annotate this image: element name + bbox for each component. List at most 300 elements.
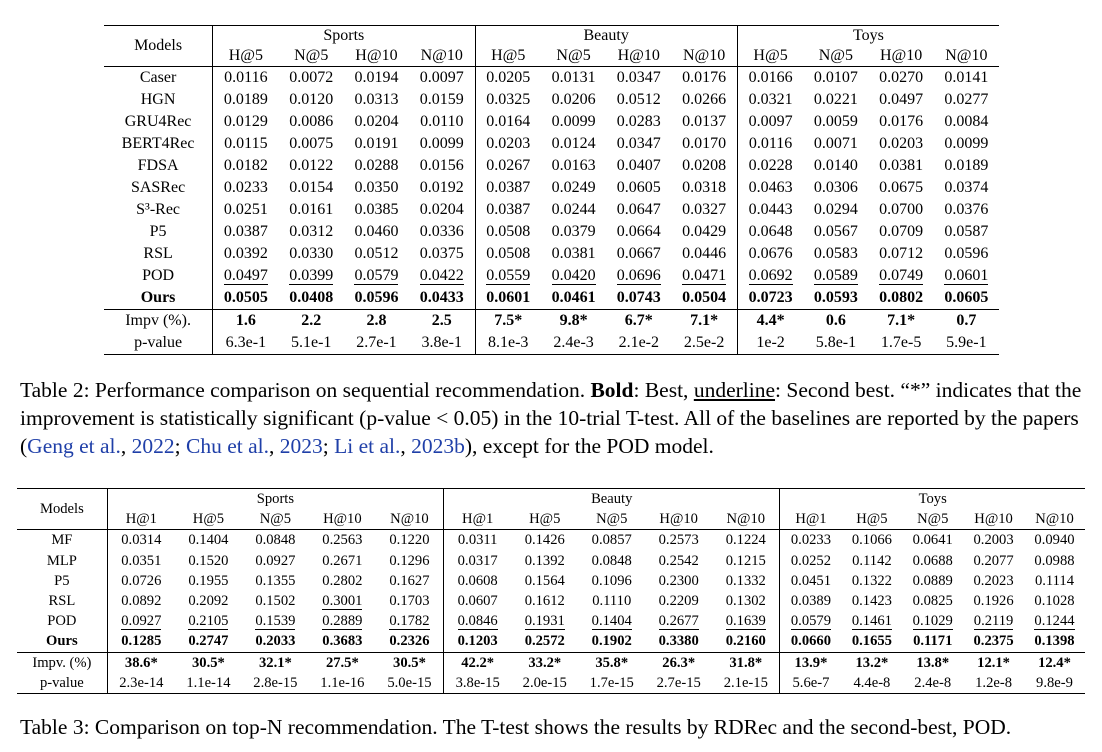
header-row [104, 26, 999, 47]
cell-value: 0.1110 [592, 593, 632, 610]
cell-value: 0.2572 [524, 633, 565, 650]
group-header: Beauty [475, 26, 737, 47]
caption-text: , [269, 434, 280, 458]
table-cell [279, 155, 344, 177]
cell-value: 0.1244 [1034, 613, 1075, 630]
cell-value: 0.3683 [322, 633, 363, 650]
table-cell [780, 631, 842, 652]
cell-value: 0.0277 [944, 91, 989, 108]
table-cell [671, 155, 737, 177]
table-cell [671, 287, 737, 310]
model-name: Ours [140, 289, 176, 306]
sequential-results-table [104, 25, 999, 355]
model-name: P5 [54, 572, 70, 589]
table-cell [376, 631, 444, 652]
cell-value: 0.1926 [973, 593, 1014, 610]
impv-value: 6.7* [606, 310, 671, 333]
table-cell [869, 177, 934, 199]
cell-value: 0.2671 [322, 552, 363, 569]
pvalue-row [17, 673, 1085, 694]
table-cell [737, 265, 803, 287]
metric-header: H@1 [780, 509, 842, 530]
pvalue-value: 2.0e-15 [522, 674, 567, 691]
table3-caption [20, 713, 1100, 741]
table-cell [475, 155, 541, 177]
table-cell [242, 611, 309, 631]
cell-value: 0.0587 [944, 223, 989, 240]
impv-value: 2.2 [279, 310, 344, 333]
table-cell [279, 199, 344, 221]
table2-caption [20, 376, 1088, 460]
table-cell [107, 611, 175, 631]
table-cell [409, 199, 475, 221]
table-cell [376, 571, 444, 591]
table-cell [869, 67, 934, 90]
pvalue-value: 1.2e-8 [975, 674, 1013, 691]
cell-value: 0.0107 [813, 69, 858, 86]
cell-value: 0.0350 [354, 179, 399, 196]
table-cell [344, 67, 409, 90]
cell-value: 0.0940 [1034, 532, 1075, 549]
impv-value: 31.8* [712, 652, 780, 673]
cell-value: 0.2326 [389, 633, 430, 650]
cell-value: 0.0203 [879, 135, 924, 152]
cell-value: 0.2677 [658, 613, 699, 630]
cell-value: 0.0075 [289, 135, 334, 152]
table-cell [409, 177, 475, 199]
caption-bold: Bold [590, 378, 634, 402]
cell-value: 0.0072 [289, 69, 334, 86]
cell-value: 0.2300 [658, 572, 699, 589]
cell-value: 0.0667 [616, 245, 661, 262]
cell-value: 0.0097 [419, 69, 464, 86]
table-row [17, 571, 1085, 591]
table-cell [541, 89, 606, 111]
table-cell [869, 89, 934, 111]
cell-value: 0.0387 [223, 223, 268, 240]
table-cell [444, 571, 512, 591]
cell-value: 0.0381 [551, 245, 596, 262]
table-cell [475, 243, 541, 265]
table-cell [869, 221, 934, 243]
cell-value: 0.0433 [419, 289, 464, 306]
table-row [104, 199, 999, 221]
table-cell [737, 133, 803, 155]
table-cell [712, 611, 780, 631]
models-header: Models [134, 37, 183, 54]
metric-header: H@1 [444, 509, 512, 530]
cell-value: 0.0589 [813, 267, 858, 284]
pvalue-value: 5.0e-15 [387, 674, 432, 691]
cell-value: 0.0726 [121, 572, 162, 589]
cell-value: 0.0848 [591, 552, 632, 569]
impv-value: 4.4* [737, 310, 803, 333]
table-cell [444, 611, 512, 631]
cell-value: 0.1220 [389, 532, 430, 549]
table-cell [934, 89, 999, 111]
pvalue-value: 1.1e-16 [320, 674, 365, 691]
table-cell [213, 89, 279, 111]
cell-value: 0.0889 [912, 572, 953, 589]
table-cell [279, 67, 344, 90]
table-cell [737, 287, 803, 310]
table-cell [175, 551, 242, 571]
table-cell [511, 611, 578, 631]
table-row [104, 287, 999, 310]
cell-value: 0.0641 [912, 532, 953, 549]
cell-value: 0.0071 [813, 135, 858, 152]
caption-text: ; [174, 434, 187, 458]
cell-value: 0.0228 [748, 157, 793, 174]
cell-value: 0.1955 [188, 572, 229, 589]
metric-header: N@5 [818, 47, 854, 64]
table-cell [541, 265, 606, 287]
cell-value: 0.0206 [551, 91, 596, 108]
table-cell [309, 611, 376, 631]
cell-value: 0.0505 [223, 289, 268, 306]
cell-value: 0.0848 [255, 532, 296, 549]
table-cell [671, 133, 737, 155]
table-cell [1024, 631, 1085, 652]
table-cell [475, 265, 541, 287]
table-row [104, 67, 999, 90]
table-cell [578, 571, 645, 591]
table-cell [444, 591, 512, 611]
table-cell [902, 591, 963, 611]
cell-value: 0.0802 [879, 289, 924, 306]
cell-value: 0.0709 [879, 223, 924, 240]
table-cell [541, 133, 606, 155]
cell-value: 0.0660 [790, 633, 832, 650]
table-cell [409, 67, 475, 90]
table-cell [444, 551, 512, 571]
pvalue-value: 2.1e-2 [618, 334, 659, 351]
citation-li[interactable]: Li et al. [334, 434, 401, 458]
table-cell [213, 221, 279, 243]
table-cell [1024, 591, 1085, 611]
pvalue-value: 5.6e-7 [780, 673, 842, 694]
table-cell [842, 611, 903, 631]
citation-chu-year[interactable]: 2023 [279, 434, 323, 458]
cell-value: 0.0099 [419, 135, 464, 152]
cell-value: 0.0664 [616, 223, 661, 240]
cell-value: 0.0189 [223, 91, 268, 108]
table-cell [963, 571, 1024, 591]
cell-value: 0.0601 [486, 289, 531, 306]
pvalue-value: 6.3e-1 [213, 332, 279, 355]
cell-value: 0.0512 [616, 91, 661, 108]
table-cell [803, 265, 868, 287]
table-cell [934, 177, 999, 199]
table-cell [175, 530, 242, 551]
cell-value: 0.2105 [188, 613, 229, 630]
table-cell [344, 243, 409, 265]
cell-value: 0.0743 [616, 289, 661, 306]
table-cell [780, 530, 842, 551]
table-cell [606, 265, 671, 287]
table-cell [1024, 530, 1085, 551]
table-cell [934, 243, 999, 265]
cell-value: 0.1224 [725, 532, 766, 549]
table-cell [780, 571, 842, 591]
pvalue-value: 5.9e-1 [946, 334, 987, 351]
table-cell [712, 631, 780, 652]
table-cell [712, 551, 780, 571]
table-cell [344, 111, 409, 133]
cell-value: 0.0270 [879, 69, 924, 86]
table-row [104, 243, 999, 265]
metric-header: H@5 [529, 511, 561, 528]
cell-value: 0.0312 [289, 223, 334, 240]
cell-value: 0.1639 [725, 613, 766, 630]
cell-value: 0.0927 [121, 613, 162, 630]
cell-value: 0.0460 [354, 223, 399, 240]
table-cell [344, 265, 409, 287]
table-cell [578, 530, 645, 551]
table-cell [475, 221, 541, 243]
cell-value: 0.1423 [851, 593, 892, 610]
pvalue-value: 2.7e-1 [356, 334, 397, 351]
cell-value: 0.0471 [682, 267, 727, 284]
table-cell [803, 287, 868, 310]
table-cell [803, 133, 868, 155]
table-cell [803, 199, 868, 221]
table-cell [344, 133, 409, 155]
group-header: Toys [780, 489, 1085, 510]
cell-value: 0.0170 [682, 135, 727, 152]
cell-value: 0.0205 [486, 69, 531, 86]
cell-value: 0.0120 [289, 91, 334, 108]
cell-value: 0.2563 [322, 532, 363, 549]
cell-value: 0.0648 [748, 223, 793, 240]
table-cell [279, 243, 344, 265]
cell-value: 0.0497 [879, 91, 924, 108]
impv-value: 13.8* [902, 652, 963, 673]
table-cell [309, 571, 376, 591]
cell-value: 0.1296 [389, 552, 430, 569]
metric-header: H@10 [879, 47, 923, 64]
table-cell [803, 89, 868, 111]
table-cell [213, 265, 279, 287]
cell-value: 0.0593 [813, 289, 858, 306]
cell-value: 0.2802 [322, 572, 363, 589]
cell-value: 0.1404 [188, 532, 229, 549]
cell-value: 0.0700 [879, 201, 924, 218]
cell-value: 0.0443 [748, 201, 793, 218]
table-cell [279, 133, 344, 155]
cell-value: 0.0712 [879, 245, 924, 262]
caption-text: , [120, 434, 132, 458]
cell-value: 0.1332 [725, 572, 766, 589]
table-cell [344, 287, 409, 310]
cell-value: 0.1564 [524, 572, 565, 589]
cell-value: 0.0191 [354, 135, 399, 152]
table-cell [869, 199, 934, 221]
cell-value: 0.3001 [322, 593, 363, 610]
cell-value: 0.1502 [255, 593, 296, 610]
cell-value: 0.0330 [289, 245, 334, 262]
pvalue-value: 1.1e-14 [186, 674, 231, 691]
impv-label: Impv. (%) [17, 652, 107, 673]
metric-header: N@5 [556, 47, 591, 64]
cell-value: 0.0294 [813, 201, 858, 218]
impv-value: 27.5* [309, 652, 376, 673]
improvement-row [17, 652, 1085, 673]
cell-value: 0.2119 [973, 613, 1014, 630]
model-name: Caser [104, 67, 213, 90]
table-cell [409, 221, 475, 243]
impv-value: 26.3* [645, 652, 712, 673]
citation-geng-year[interactable]: 2022 [131, 434, 175, 458]
table-cell [645, 530, 712, 551]
pvalue-value: 2.3e-14 [107, 673, 175, 694]
metric-header: H@10 [974, 511, 1013, 528]
cell-value: 0.0420 [551, 267, 596, 284]
table-cell [737, 243, 803, 265]
citation-geng[interactable]: Geng et al. [27, 434, 121, 458]
caption-underline: underline [693, 378, 776, 402]
cell-value: 0.0676 [748, 245, 793, 262]
table-cell [175, 631, 242, 652]
table-cell [902, 631, 963, 652]
cell-value: 0.0347 [616, 135, 661, 152]
table-row [104, 111, 999, 133]
cell-value: 0.0381 [879, 157, 924, 174]
table-cell [578, 591, 645, 611]
table-row [104, 133, 999, 155]
cell-value: 0.1096 [591, 572, 632, 589]
cell-value: 0.0379 [551, 223, 596, 240]
table-cell [606, 221, 671, 243]
impv-label: Impv (%). [104, 310, 213, 333]
model-name: P5 [149, 223, 167, 240]
table-cell [963, 611, 1024, 631]
table-cell [409, 111, 475, 133]
table-cell [737, 155, 803, 177]
citation-li-year[interactable]: 2023b [411, 434, 465, 458]
cell-value: 0.0497 [223, 267, 268, 284]
cell-value: 0.0314 [121, 532, 162, 549]
cell-value: 0.0988 [1034, 552, 1075, 569]
model-name: SASRec [130, 179, 186, 196]
cell-value: 0.0288 [354, 157, 399, 174]
table-cell [475, 111, 541, 133]
metric-header: H@10 [617, 47, 660, 64]
cell-value: 0.0166 [748, 69, 793, 86]
table-cell [780, 551, 842, 571]
table-cell [803, 155, 868, 177]
impv-value: 2.5 [409, 310, 475, 333]
table-cell [803, 221, 868, 243]
table-cell [671, 67, 737, 90]
cell-value: 0.0463 [748, 179, 793, 196]
table-cell [1024, 571, 1085, 591]
pvalue-value: 3.8e-1 [421, 334, 462, 351]
metric-header: H@10 [659, 511, 698, 528]
table-cell [737, 111, 803, 133]
table-cell [541, 67, 606, 90]
cell-value: 0.1612 [524, 593, 565, 610]
table-cell [175, 611, 242, 631]
table-cell [279, 265, 344, 287]
impv-value: 1.6 [213, 310, 279, 333]
group-header: Sports [107, 489, 443, 510]
table-cell [606, 243, 671, 265]
table-cell [475, 67, 541, 90]
cell-value: 0.0084 [944, 113, 989, 130]
table-cell [1024, 551, 1085, 571]
cell-value: 0.1114 [1034, 572, 1075, 589]
table-cell [279, 221, 344, 243]
cell-value: 0.0306 [813, 179, 858, 196]
cell-value: 0.1461 [851, 613, 892, 630]
model-name: MF [17, 530, 107, 551]
cell-value: 0.1539 [255, 613, 296, 630]
metric-header: N@5 [917, 511, 949, 528]
table-cell [309, 551, 376, 571]
metric-header: H@10 [323, 511, 362, 528]
table-cell [934, 199, 999, 221]
table-cell [842, 530, 903, 551]
cell-value: 0.1171 [913, 633, 953, 650]
table-cell [902, 551, 963, 571]
cell-value: 0.0137 [682, 113, 727, 130]
cell-value: 0.2023 [973, 572, 1014, 589]
table-cell [671, 199, 737, 221]
cell-value: 0.0927 [255, 552, 296, 569]
pvalue-label: p-value [134, 334, 183, 351]
metric-header: N@10 [1035, 511, 1074, 528]
improvement-row [104, 310, 999, 333]
table-cell [475, 89, 541, 111]
model-name: GRU4Rec [124, 113, 192, 130]
cell-value: 0.0176 [682, 69, 727, 86]
cell-value: 0.0141 [944, 69, 989, 86]
pvalue-value: 2.8e-15 [253, 674, 298, 691]
table-cell [645, 571, 712, 591]
table-cell [645, 611, 712, 631]
metric-header-row [104, 46, 999, 67]
table-cell [213, 177, 279, 199]
cell-value: 0.0374 [944, 179, 989, 196]
model-name: RSL [48, 593, 76, 610]
model-name: MLP [46, 552, 77, 569]
table-cell [671, 89, 737, 111]
table-cell [242, 631, 309, 652]
cell-value: 0.0422 [419, 267, 464, 284]
table-cell [107, 591, 175, 611]
table-cell [309, 591, 376, 611]
table-cell [213, 133, 279, 155]
table-cell [803, 243, 868, 265]
table-cell [309, 530, 376, 551]
table-cell [541, 221, 606, 243]
cell-value: 0.1302 [725, 593, 766, 610]
table-cell [541, 199, 606, 221]
metric-header: N@10 [390, 511, 429, 528]
caption-text: Table 3: Comparison on top-N recommendation. The T-test shows the results by RDRec and the second-best, POD. [20, 715, 1012, 739]
cell-value: 0.1066 [851, 532, 892, 549]
table-cell [541, 243, 606, 265]
citation-chu[interactable]: Chu et al. [186, 434, 270, 458]
table-cell [344, 199, 409, 221]
table-cell [869, 265, 934, 287]
metric-header: H@5 [856, 511, 888, 528]
cell-value: 0.0192 [419, 179, 464, 196]
table-cell [1024, 611, 1085, 631]
cell-value: 0.0579 [354, 267, 399, 284]
table-cell [934, 155, 999, 177]
